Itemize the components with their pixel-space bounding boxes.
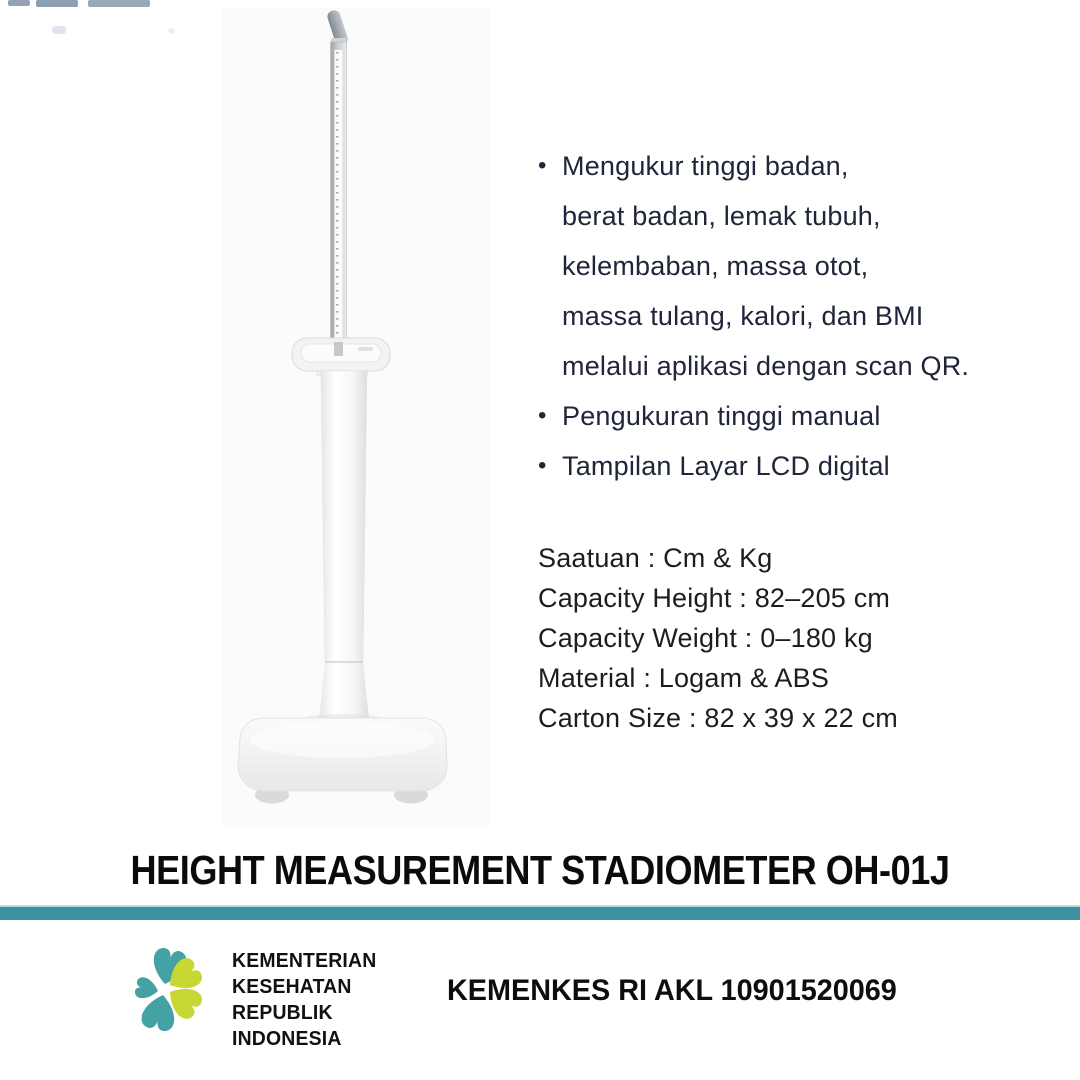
kemenkes-logo-block	[114, 936, 381, 1052]
feature-text: massa tulang, kalori, dan BMI	[562, 301, 924, 331]
teal-divider-bar	[0, 905, 1080, 920]
feature-line	[538, 191, 969, 241]
bullet-dot: •	[538, 402, 547, 429]
spec-list	[538, 538, 898, 738]
ministry-name-line: REPUBLIK	[232, 1002, 333, 1024]
product-photo-background	[222, 8, 490, 828]
spec-line-material: Material : Logam & ABS	[538, 663, 830, 693]
feature-line	[538, 341, 969, 391]
product-title: HEIGHT MEASUREMENT STADIOMETER OH-01J	[130, 847, 950, 893]
bullet-dot	[538, 341, 562, 391]
bullet-dot	[538, 191, 562, 241]
feature-line	[538, 141, 969, 191]
spec-line-capacity-height: Capacity Height : 82–205 cm	[538, 583, 891, 613]
feature-text: berat badan, lemak tubuh,	[562, 201, 881, 231]
feature-text: Tampilan Layar LCD digital	[562, 451, 890, 481]
feature-text: melalui aplikasi dengan scan QR.	[562, 351, 970, 381]
ministry-name-line: KEMENTERIAN	[232, 950, 377, 972]
feature-line	[538, 291, 969, 341]
feature-text: kelembaban, massa otot,	[562, 251, 869, 281]
feature-text: Pengukuran tinggi manual	[562, 401, 881, 431]
kemenkes-logo-icon	[114, 936, 214, 1042]
feature-line	[538, 241, 969, 291]
feature-list	[538, 141, 969, 491]
spec-line-saatuan: Saatuan : Cm & Kg	[538, 543, 773, 573]
bullet-dot	[538, 291, 562, 341]
feature-line	[538, 391, 969, 441]
ministry-name-line: INDONESIA	[232, 1028, 342, 1050]
bullet-dot: •	[538, 452, 547, 479]
top-left-cropped-text-artifact	[0, 0, 220, 46]
registration-number: KEMENKES RI AKL 10901520069	[447, 974, 897, 1007]
spec-line-carton-size: Carton Size : 82 x 39 x 22 cm	[538, 703, 898, 733]
bullet-dot: •	[538, 152, 547, 179]
feature-text: Mengukur tinggi badan,	[562, 151, 849, 181]
feature-line	[538, 441, 969, 491]
spec-line-capacity-weight: Capacity Weight : 0–180 kg	[538, 623, 873, 653]
bullet-dot	[538, 241, 562, 291]
ministry-name-line: KESEHATAN	[232, 976, 352, 998]
ministry-name	[232, 948, 376, 1052]
